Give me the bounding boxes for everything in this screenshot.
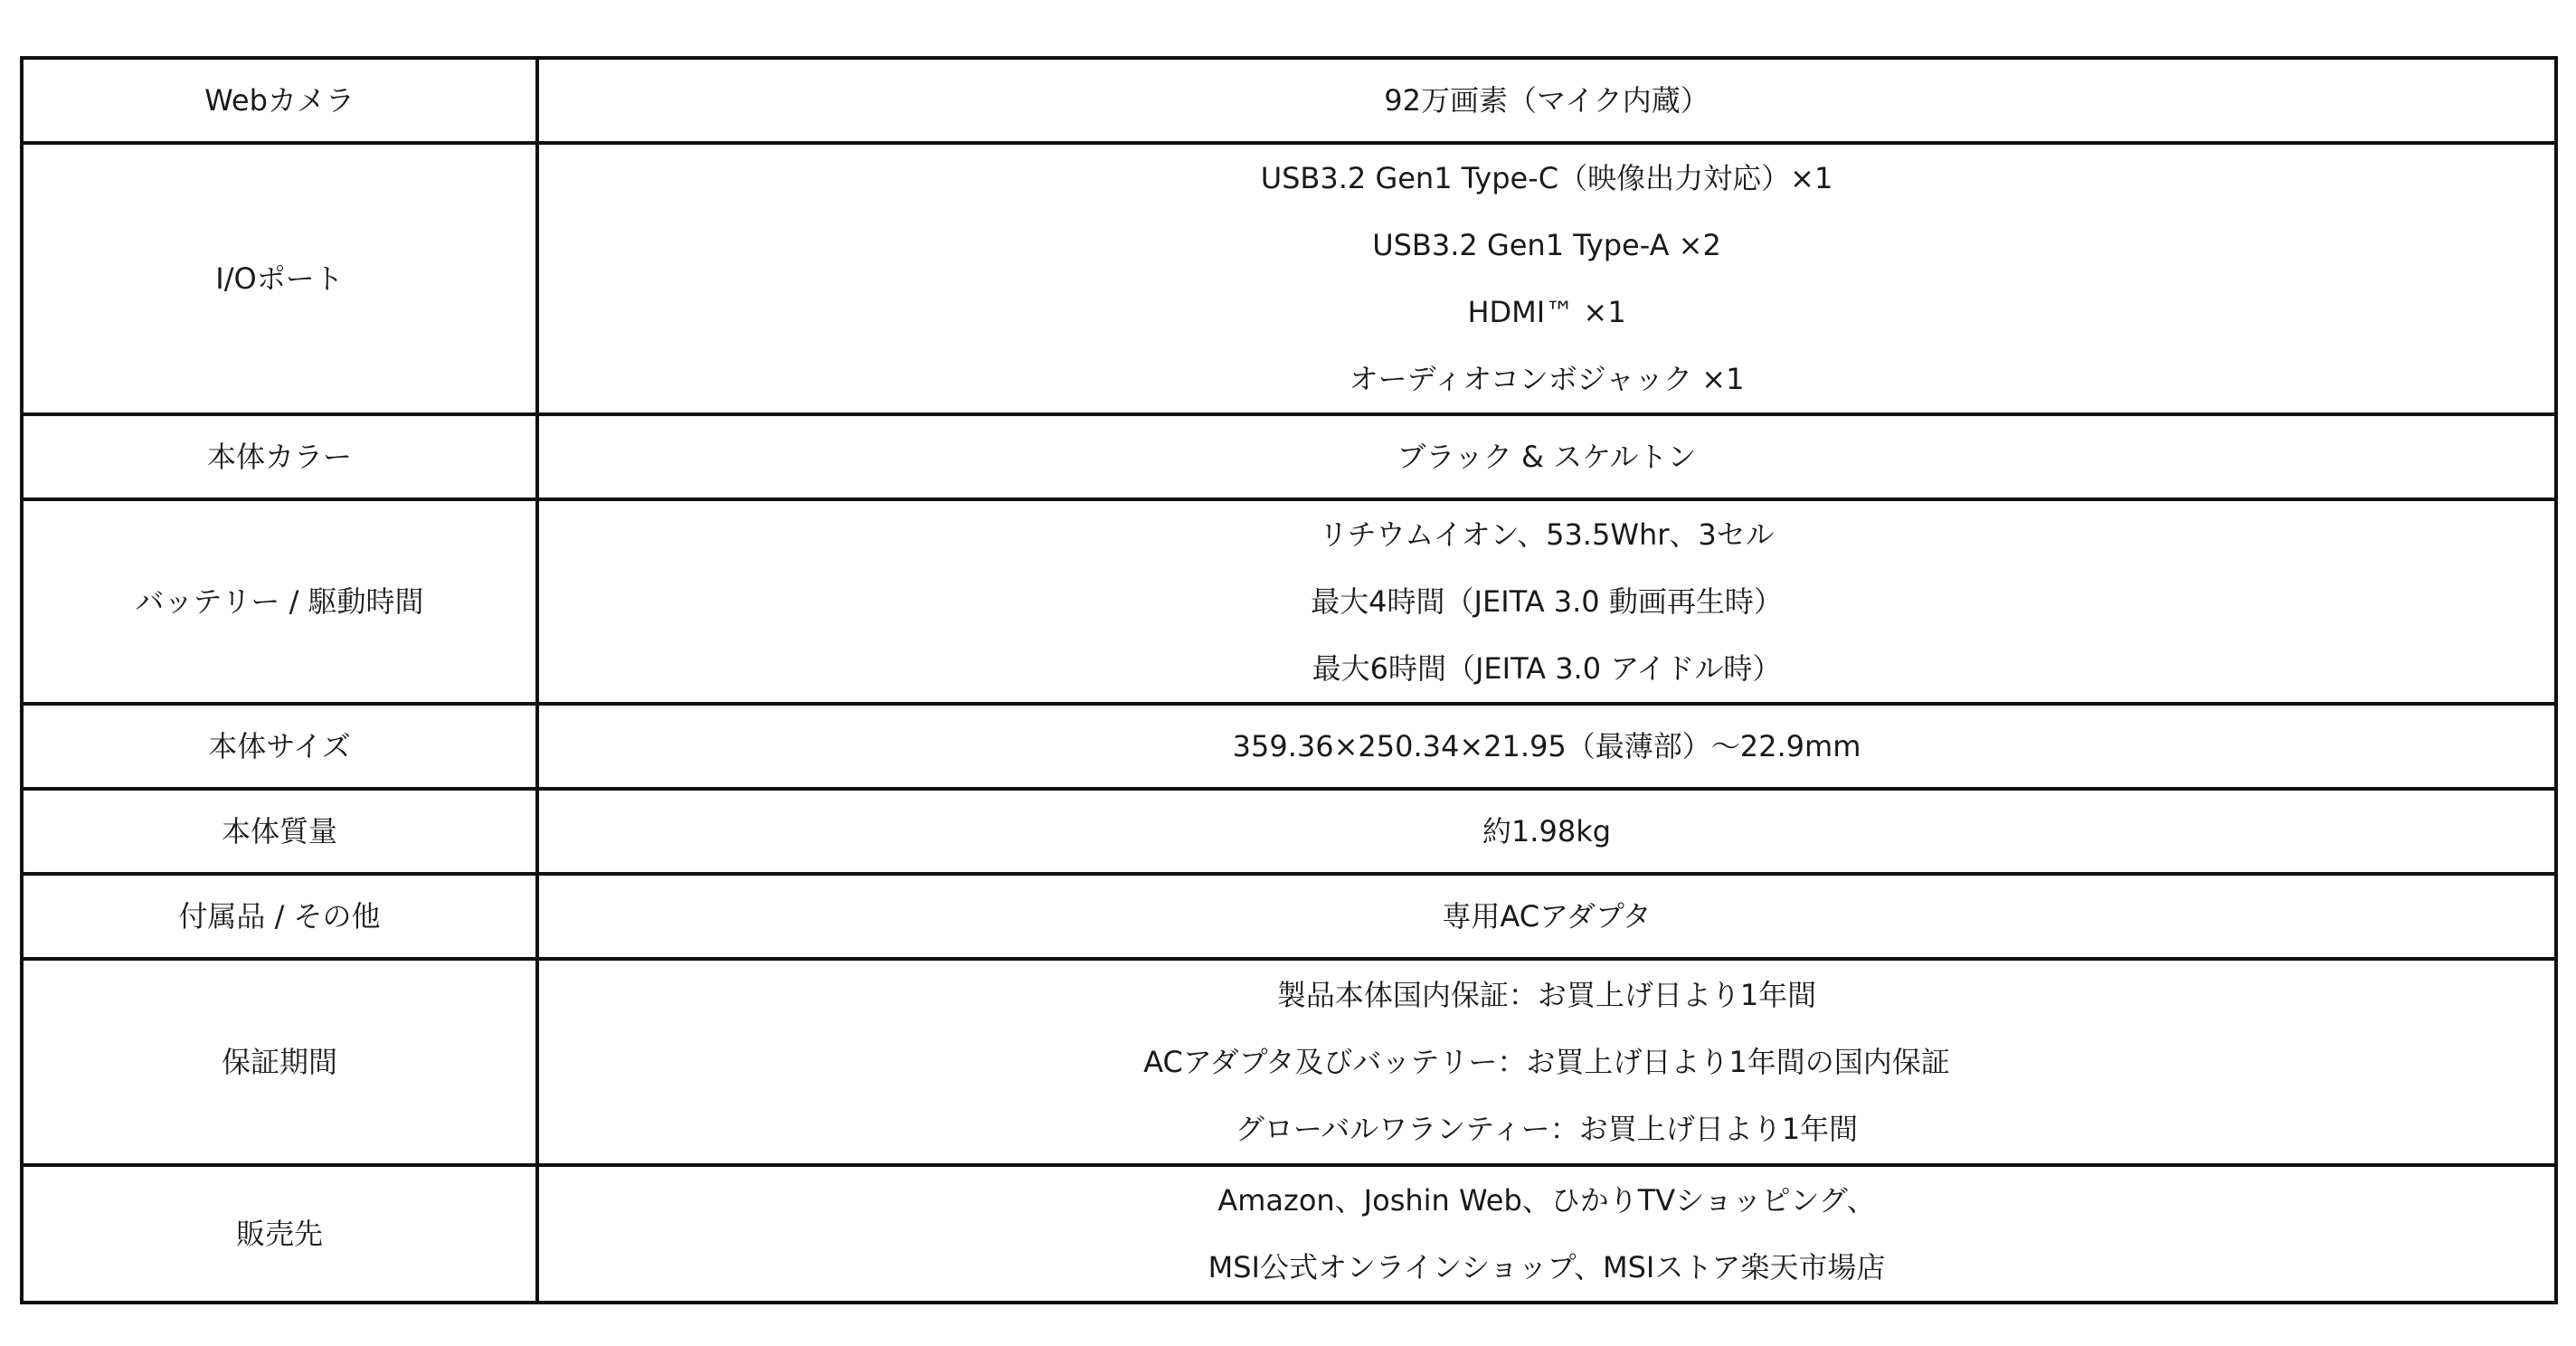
row-label-text: Webカメラ bbox=[204, 83, 355, 118]
row-label bbox=[22, 704, 537, 789]
value-line: 359.36×250.34×21.95（最薄部）～22.9mm bbox=[1232, 729, 1861, 763]
value-line: 約1.98kg bbox=[1482, 814, 1612, 848]
row-label-text: 本体質量 bbox=[221, 814, 337, 848]
table-row bbox=[22, 1165, 2556, 1303]
row-label bbox=[22, 143, 537, 414]
row-label bbox=[22, 1165, 537, 1303]
row-label-text: 販売先 bbox=[235, 1217, 323, 1251]
value-line: リチウムイオン、53.5Whr、3セル bbox=[1319, 517, 1775, 552]
row-label-text: バッテリー / 駆動時間 bbox=[135, 584, 424, 619]
value-line: グローバルワランティー：お買上げ日より1年間 bbox=[1235, 1112, 1859, 1146]
row-value bbox=[537, 874, 2556, 959]
row-label-text: 保証期間 bbox=[221, 1045, 337, 1079]
value-line: オーディオコンボジャック ×1 bbox=[1349, 362, 1745, 396]
table-row bbox=[22, 414, 2556, 499]
row-value bbox=[537, 143, 2556, 414]
row-value bbox=[537, 499, 2556, 704]
value-line: 最大4時間（JEITA 3.0 動画再生時） bbox=[1311, 584, 1783, 619]
row-label-text: 本体サイズ bbox=[208, 729, 351, 763]
value-line: Amazon、Joshin Web、ひかりTVショッピング、 bbox=[1217, 1183, 1876, 1218]
table-row bbox=[22, 789, 2556, 874]
table-row bbox=[22, 58, 2556, 143]
table-row bbox=[22, 499, 2556, 704]
table-row bbox=[22, 874, 2556, 959]
value-line: 92万画素（マイク内蔵） bbox=[1384, 83, 1709, 118]
row-label bbox=[22, 499, 537, 704]
value-line: USB3.2 Gen1 Type-A ×2 bbox=[1372, 228, 1721, 262]
row-value bbox=[537, 704, 2556, 789]
row-value bbox=[537, 414, 2556, 499]
value-line: 最大6時間（JEITA 3.0 アイドル時） bbox=[1312, 651, 1782, 686]
value-line: MSI公式オンラインショップ、MSIストア楽天市場店 bbox=[1208, 1250, 1886, 1284]
row-value bbox=[537, 58, 2556, 143]
row-value bbox=[537, 959, 2556, 1165]
table-row bbox=[22, 704, 2556, 789]
row-label bbox=[22, 414, 537, 499]
row-label-text: 本体カラー bbox=[206, 440, 352, 474]
table-row bbox=[22, 959, 2556, 1165]
value-line: 製品本体国内保証：お買上げ日より1年間 bbox=[1276, 978, 1817, 1012]
value-line: HDMI™ ×1 bbox=[1467, 295, 1626, 329]
row-label-text: I/Oポート bbox=[215, 261, 344, 296]
row-label bbox=[22, 58, 537, 143]
table-row bbox=[22, 143, 2556, 414]
value-line: 専用ACアダプタ bbox=[1442, 899, 1652, 934]
row-value bbox=[537, 789, 2556, 874]
row-label bbox=[22, 874, 537, 959]
spec-table bbox=[20, 56, 2558, 1304]
row-value bbox=[537, 1165, 2556, 1303]
value-line: ACアダプタ及びバッテリー：お買上げ日より1年間の国内保証 bbox=[1143, 1045, 1950, 1079]
row-label bbox=[22, 959, 537, 1165]
value-line: USB3.2 Gen1 Type-C（映像出力対応）×1 bbox=[1260, 161, 1833, 195]
value-line: ブラック & スケルトン bbox=[1397, 440, 1697, 474]
row-label bbox=[22, 789, 537, 874]
row-label-text: 付属品 / その他 bbox=[178, 899, 381, 934]
